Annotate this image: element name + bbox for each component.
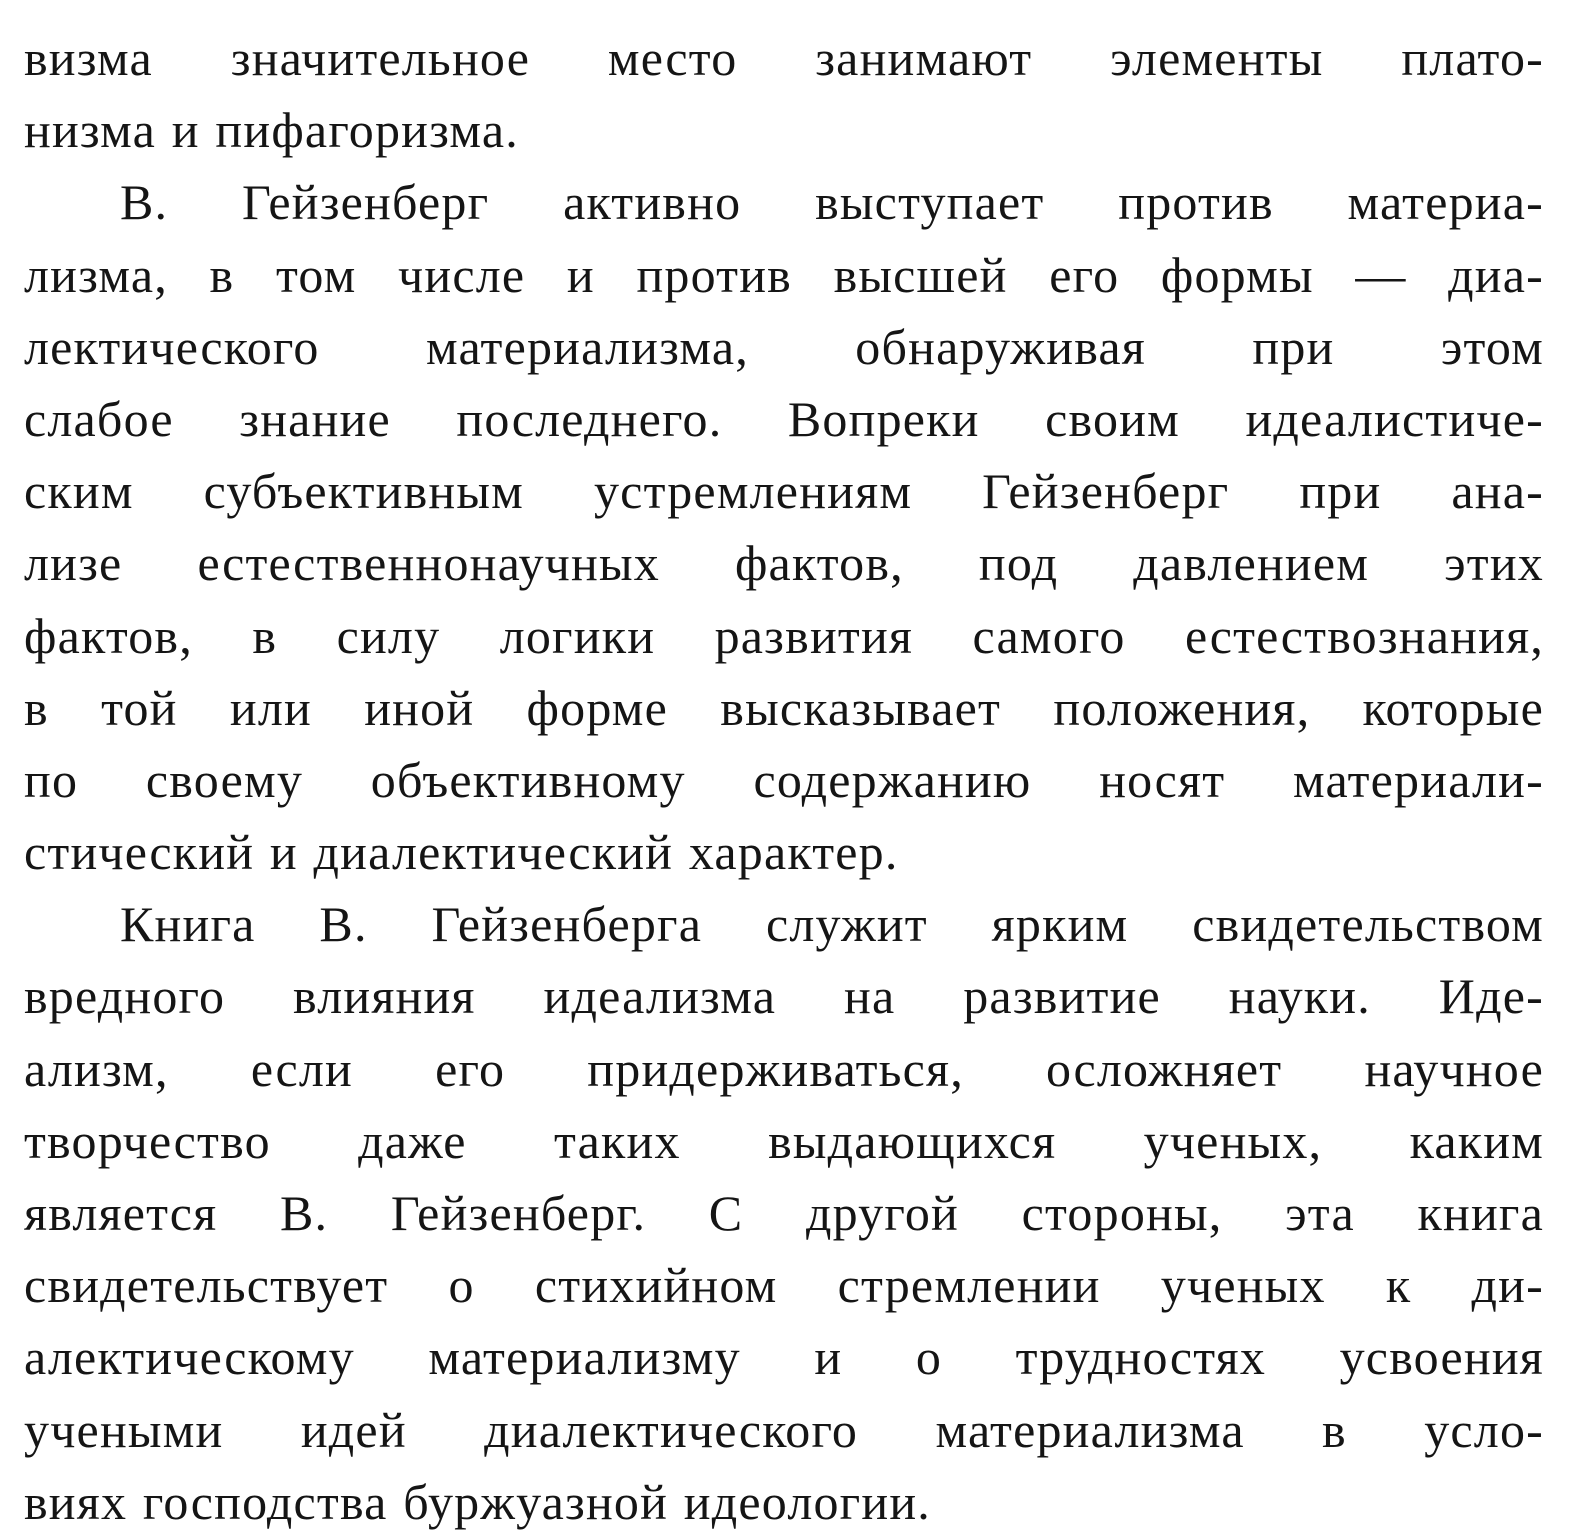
text-line: по своему объективному содержанию носят материали-	[24, 751, 1544, 808]
text-line: вредного влияния идеализма на развитие науки. Иде-	[24, 968, 1544, 1025]
paragraph-1	[24, 22, 1544, 166]
text-line: ализм, если его придерживаться, осложняет научное	[24, 1040, 1544, 1097]
text-line: стический и диалектический характер.	[24, 824, 899, 881]
text-line: визма значительное место занимают элементы плато-	[24, 30, 1544, 86]
text-line: свидетельствует о стихийном стремлении ученых к ди-	[24, 1257, 1544, 1314]
text-line: виях господства буржуазной идеологии.	[24, 1473, 931, 1530]
text-line: в той или иной форме высказывает положения, которые	[24, 679, 1544, 736]
text-line: является В. Гейзенберг. С другой стороны, эта книга	[24, 1185, 1544, 1241]
text-line: творчество даже таких выдающихся ученых, каким	[24, 1112, 1544, 1169]
text-line: учеными идей диалектического материализма в усло-	[24, 1401, 1544, 1458]
text-line: алектическому материализму и о трудностях усвоения	[24, 1329, 1544, 1386]
text-line: слабое знание последнего. Вопреки своим идеалистиче-	[24, 390, 1544, 447]
text-line: Книга В. Гейзенберга служит ярким свидетельством	[120, 896, 1544, 953]
paragraph-2	[24, 166, 1544, 888]
text-line: фактов, в силу логики развития самого естествознания,	[24, 607, 1544, 664]
text-line: лизе естественнонаучных фактов, под давлением этих	[24, 535, 1544, 592]
text-line: лектического материализма, обнаруживая при этом	[24, 318, 1544, 375]
text-line: ским субъективным устремлениям Гейзенберг при ана-	[24, 463, 1544, 520]
text-line: лизма, в том числе и против высшей его формы — диа-	[24, 246, 1544, 303]
text-line: В. Гейзенберг активно выступает против материа-	[120, 174, 1544, 231]
paragraph-3	[24, 888, 1544, 1538]
text-line: низма и пифагоризма.	[24, 102, 519, 159]
